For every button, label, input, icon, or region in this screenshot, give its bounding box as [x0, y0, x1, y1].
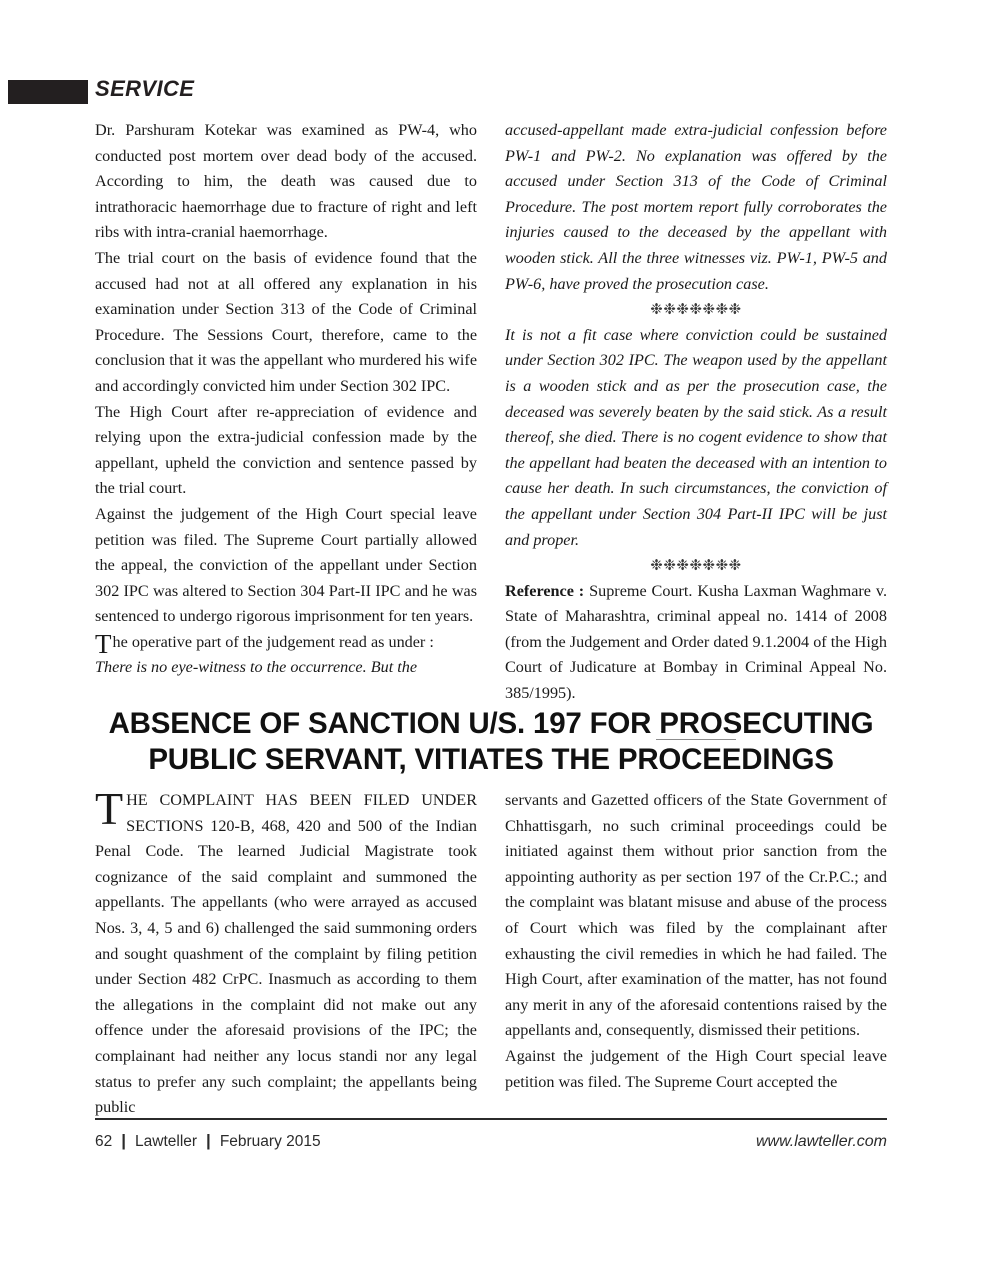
article-one-right-column	[505, 118, 887, 745]
running-head-label: SERVICE	[95, 76, 195, 101]
lead-paragraph	[95, 783, 477, 1121]
article-two-headline: ABSENCE OF SANCTION U/S. 197 FOR PROSECUTING PUBLIC SERVANT, VITIATES THE PROCEEDINGS	[108, 707, 874, 776]
article-one-columns	[95, 118, 887, 745]
judgement-quote-start: There is no eye-witness to the occurrence. But the	[95, 658, 418, 677]
paragraph: Dr. Parshuram Kotekar was examined as PW-4, who conducted post mortem over dead body of the accused. According to him, the death was caused due to intrathoracic haemorrhage due to fracture of right and left ribs with intra-cranial haemorrhage.	[95, 121, 477, 242]
article-two-left-column	[95, 783, 477, 1121]
reference-label: Reference :	[505, 581, 585, 600]
article-two-columns	[95, 783, 887, 1121]
asterisk-separator: ❉❉❉❉❉❉❉	[650, 300, 742, 319]
footer-separator-icon: |	[206, 1130, 211, 1150]
lead-caps-text: HE COMPLAINT HAS BEEN FILED UNDER SECTIONS	[126, 791, 477, 835]
paragraph: Against the judgement of the High Court special leave petition was filed. The Supreme Court partially allowed the appeal, the conviction of the appellant under Section 302 IPC was altered to Section 304 Part-II IPC and he was sentenced to undergo rigorous imprisonment for ten years.	[95, 504, 477, 626]
footer-page-number: 62	[95, 1132, 113, 1150]
judgement-quote-continued: accused-appellant made extra-judicial confession before PW-1 and PW-2. No explanation was offered by the accused under Section 313 of the Code of Criminal Procedure. The post mortem report fully corroborates the injuries caused to the deceased by the appellant with wooden stick. All the three witnesses viz. PW-1, PW-5 and PW-6, have proved the prosecution case.	[505, 121, 887, 293]
drop-cap-letter: T	[95, 628, 112, 659]
operative-part-text: he operative part of the judgement read as under :	[112, 632, 434, 651]
footer-website[interactable]: www.lawteller.com	[756, 1132, 887, 1150]
footer-issue-date: February 2015	[219, 1132, 321, 1150]
asterisk-separator: ❉❉❉❉❉❉❉	[650, 556, 742, 575]
drop-cap-letter: T	[95, 783, 124, 834]
judgement-quote-two: It is not a fit case where conviction could be sustained under Section 302 IPC. The weapon used by the appellant is a wooden stick and as per the prosecution case, the deceased was severely beaten by the said stick. As a result thereof, she died. There is no cogent evidence to show that the appellant had beaten the deceased with an intention to cause her death. In such circumstances, the conviction of the appellant under Section 304 Part-II IPC will be just and proper.	[505, 325, 887, 549]
article-one-left-column	[95, 118, 477, 745]
running-head	[0, 78, 900, 106]
paragraph: servants and Gazetted officers of the State Government of Chhattisgarh, no such criminal proceedings could be initiated against them without prior sanction from the appointing authority as per section 197 of the Cr.P.C.; and the complaint was blatant misuse and abuse of the process of Court which was filed by the complainant after exhausting the civil remedies in which he had failed. The High Court, after examination of the matter, has not found any merit in any of the aforesaid contentions raised by the appellants and, consequently, dismissed their petitions.	[505, 791, 887, 1040]
reference-paragraph	[505, 579, 887, 707]
paragraph: The trial court on the basis of evidence found that the accused had not at all offered any explanation in his examination under Section 313 of the Code of Criminal Procedure. The Sessions Court, therefore, came to the conclusion that it was the appellant who murdered his wife and accordingly convicted him under Section 302 IPC.	[95, 248, 477, 395]
footer-separator-icon: |	[121, 1130, 127, 1150]
paragraph: Against the judgement of the High Court special leave petition was filed. The Supreme Court accepted the	[505, 1046, 887, 1091]
operative-part-paragraph	[95, 628, 477, 659]
lead-body-text: 120-B, 468, 420 and 500 of the Indian Penal Code. The learned Judicial Magistrate took cognizance of the said complaint and summoned the appellants. The appellants (who were arrayed as accused Nos. 3, 4, 5 and 6) challenged the said summoning orders and sought quashment of the complaint by filing petition under Section 482 CrPC. Inasmuch as according to them the allegations in the complaint did not make out any offence under the aforesaid provisions of the IPC; the complainant had neither any locus standi nor any legal status to prefer any such complaint; the appellants being public	[95, 816, 477, 1117]
footer-publication-name: Lawteller	[135, 1132, 198, 1150]
footer-divider-rule	[95, 1118, 887, 1120]
paragraph: The High Court after re-appreciation of evidence and relying upon the extra-judicial confession made by the appellant, upheld the conviction and sentence passed by the trial court.	[95, 402, 477, 498]
footer-left-group	[95, 1131, 321, 1151]
running-head-black-bar	[8, 80, 88, 104]
reference-citation: Supreme Court. Kusha Laxman Waghmare v. State of Maharashtra, criminal appeal no. 1414 of 2008 (from the Judgement and Order dated 9.1.2004 of the High Court of Judicature at Bombay in Criminal Appeal No. 385/1995).	[505, 581, 887, 703]
footer-row	[95, 1131, 887, 1151]
article-two-right-column	[505, 788, 887, 1121]
page-footer	[95, 1118, 887, 1151]
